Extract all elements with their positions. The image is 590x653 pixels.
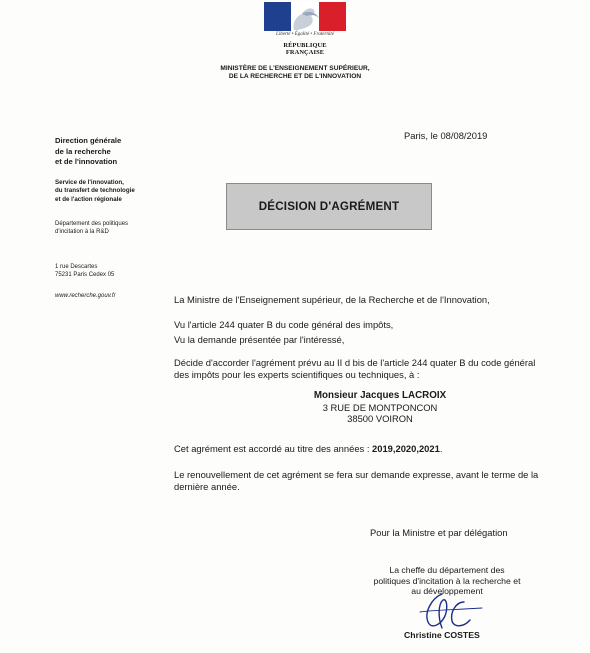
address-block xyxy=(55,263,185,280)
direction-block xyxy=(55,136,185,168)
ministry-line: DE LA RECHERCHE ET DE L'INNOVATION xyxy=(228,73,362,80)
direction-line: Direction générale xyxy=(55,136,122,145)
years-suffix: . xyxy=(439,443,443,454)
website-link[interactable]: www.recherche.gouv.fr xyxy=(55,293,116,299)
department-block xyxy=(55,220,185,237)
signatory-title-line: La cheffe du département des xyxy=(389,565,505,575)
letter-date: Paris, le 08/08/2019 xyxy=(404,130,488,141)
signatory-title-line: politiques d'incitation à la recherche et xyxy=(373,575,521,586)
recipient-block xyxy=(250,390,510,425)
decision-title-box xyxy=(226,183,432,230)
marianne-logo-icon xyxy=(264,2,346,31)
ministry-line: MINISTÈRE DE L'ENSEIGNEMENT SUPÉRIEUR, xyxy=(220,65,370,72)
service-line: du transfert de technologie xyxy=(55,187,135,195)
service-block xyxy=(55,179,185,204)
direction-line: et de l'innovation xyxy=(55,157,118,166)
decision-title: DÉCISION D'AGRÉMENT xyxy=(258,200,400,213)
closing-formula: Pour la Ministre et par délégation xyxy=(370,527,508,538)
approved-years: 2019,2020,2021 xyxy=(372,443,440,454)
service-line: et de l'action régionale xyxy=(55,195,122,203)
address-line: 1 rue Descartes xyxy=(55,264,98,270)
handwritten-signature xyxy=(412,588,486,632)
logo-republique-francaise: RÉPUBLIQUE FRANÇAISE xyxy=(283,42,327,56)
address-line: 75231 Paris Cedex 05 xyxy=(55,272,115,279)
signatory-title-line: au développement xyxy=(411,586,483,596)
ministry-heading xyxy=(150,65,440,81)
body-paragraph: Vu la demande présentée par l'intéressé, xyxy=(174,334,345,345)
years-prefix: Cet agrément est accordé au titre des années : xyxy=(174,443,373,454)
recipient-name: Monsieur Jacques LACROIX xyxy=(313,390,447,401)
body-paragraph: La Ministre de l'Enseignement supérieur, de la Recherche et de l'Innovation, xyxy=(174,294,490,305)
department-line: d'incitation à la R&D xyxy=(55,229,109,236)
recipient-street: 3 RUE DE MONTPONCON xyxy=(322,401,438,413)
years-paragraph xyxy=(174,443,544,455)
body-paragraph: Vu l'article 244 quater B du code général des impôts, xyxy=(174,319,394,330)
service-line: Service de l'innovation, xyxy=(55,179,124,186)
logo-motto: Liberté • Égalité • Fraternité xyxy=(276,32,334,37)
direction-line: de la recherche xyxy=(55,146,111,156)
renewal-paragraph: Le renouvellement de cet agrément se fera sur demande expresse, avant le terme de la dernière année. xyxy=(174,469,539,492)
department-line: Département des politiques xyxy=(55,221,129,227)
decision-paragraph: Décide d'accorder l'agrément prévu au II d bis de l'article 244 quater B du code général des impôts pour les experts scientifiques ou techniques, à : xyxy=(174,357,536,380)
signer-name: Christine COSTES xyxy=(404,630,480,640)
republique-francaise-logo xyxy=(264,2,346,54)
recipient-city: 38500 VOIRON xyxy=(347,413,413,424)
